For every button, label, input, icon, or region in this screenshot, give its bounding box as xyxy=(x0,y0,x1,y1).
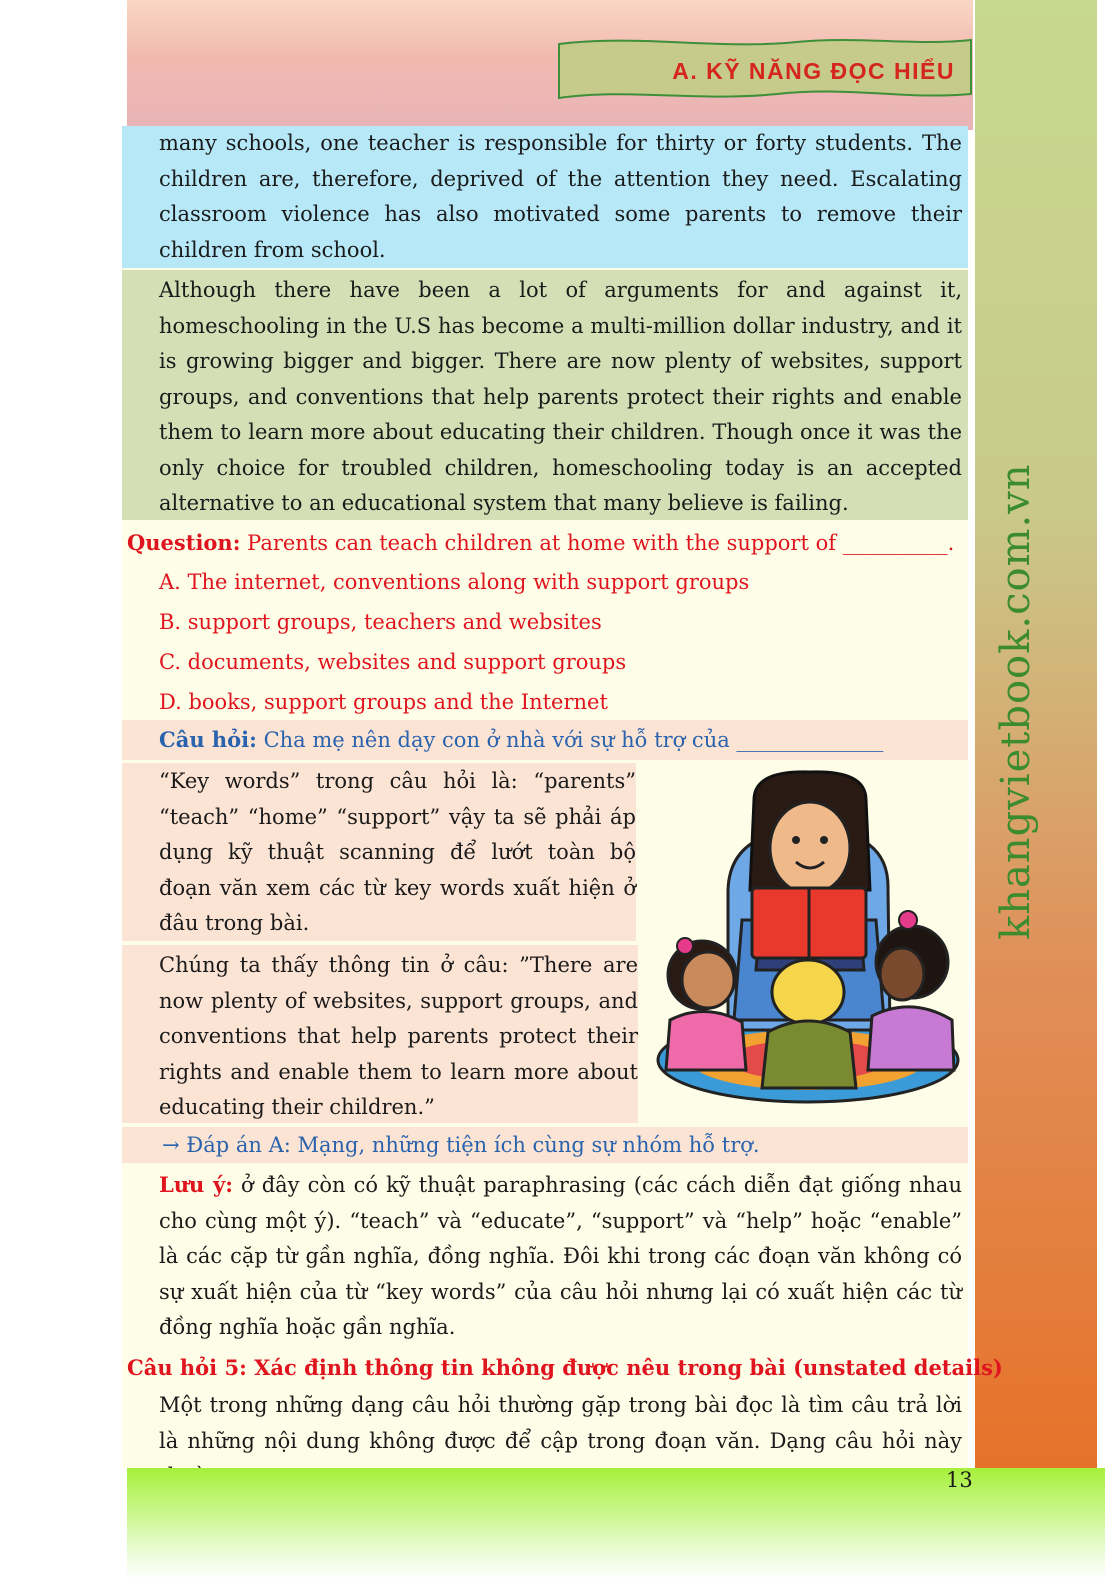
cau-hoi-text: Cha mẹ nên dạy con ở nhà với sự hỗ trợ của ______________ xyxy=(256,728,884,752)
option-d: D. books, support groups and the Internet xyxy=(159,690,608,714)
question5-body: Một trong những dạng câu hỏi thường gặp trong bài đọc là tìm câu trả lời là những nội dung không được để cập trong đoạn văn. Dạng câu hỏi này xyxy=(159,1393,962,1453)
section-tag xyxy=(557,36,973,100)
passage-paragraph-blue xyxy=(122,126,968,268)
note-label: Lưu ý: xyxy=(159,1172,233,1197)
passage-paragraph-green xyxy=(122,270,968,520)
question-line xyxy=(127,525,954,561)
option-c: C. documents, websites and support groups xyxy=(159,650,627,674)
answer-line xyxy=(122,1127,968,1163)
cau-hoi-label: Câu hỏi: xyxy=(159,727,257,752)
option-a: A. The internet, conventions along with support groups xyxy=(159,570,750,594)
info-text: Chúng ta thấy thông tin ở câu: ”There are now plenty of websites, support groups, and conventions that help parents protect their rights and enable them to learn more about educating their children.” xyxy=(159,953,638,1119)
section-label: A. KỸ NĂNG ĐỌC HIỂU xyxy=(672,58,955,84)
keywords-explanation xyxy=(122,763,636,941)
arrow-icon: → xyxy=(162,1133,180,1157)
option-b: B. support groups, teachers and websites xyxy=(159,610,602,634)
note-paragraph xyxy=(122,1167,968,1346)
teacher-reading-icon xyxy=(650,770,968,1116)
cau-hoi-line xyxy=(122,720,968,760)
keywords-text: “Key words” trong câu hỏi là: “parents” “teach” “home” “support” vậy ta sẽ phải áp dụng kỹ thuật scanning để lướt toàn bộ đoạn văn xem các từ key words xuất hiện ở đâu trong bài. xyxy=(159,769,636,935)
watermark-text: khangvietbook.com.vn xyxy=(993,463,1039,940)
answer-text: Đáp án A: Mạng, những tiện ích cùng sự nhóm hỗ trợ. xyxy=(179,1133,760,1157)
question-text: Parents can teach children at home with the support of __________. xyxy=(240,531,955,555)
passage-text: Although there have been a lot of arguments for and against it, homeschooling in the U.S has become a multi-million dollar industry, and it is growing bigger and bigger. There are now plenty of websites, support groups, and conventions that help parents protect their rights and enable them to learn more about educating their children. Though once it was the only choice for troubled children, homeschooling today is an accepted alternative to an educational system that many believe is failing. xyxy=(159,278,962,515)
passage-text: many schools, one teacher is responsible for thirty or forty students. The children are, therefore, deprived of the attention they need. Escalating classroom violence has also motivated some parents to remove their children from school. xyxy=(159,131,962,262)
side-bar xyxy=(975,0,1097,1468)
note-text: ở đây còn có kỹ thuật paraphrasing (các cách diễn đạt giống nhau cho cùng một ý). “teach” và “educate”, “support” và “help” hoặc “enable” là các cặp từ gần nghĩa, đồng nghĩa. Đôi khi trong các đoạn văn không có sự xuất hiện của từ “key words” của câu hỏi nhưng lại có xuất hiện các từ đồng nghĩa hoặc gần nghĩa. xyxy=(159,1173,962,1339)
question-label: Question: xyxy=(127,530,241,555)
question5-heading: Câu hỏi 5: Xác định thông tin không được nêu trong bài (unstated details) xyxy=(127,1355,1003,1380)
info-explanation xyxy=(122,945,638,1123)
reading-illustration xyxy=(650,770,968,1116)
page-number: 13 xyxy=(946,1468,973,1492)
